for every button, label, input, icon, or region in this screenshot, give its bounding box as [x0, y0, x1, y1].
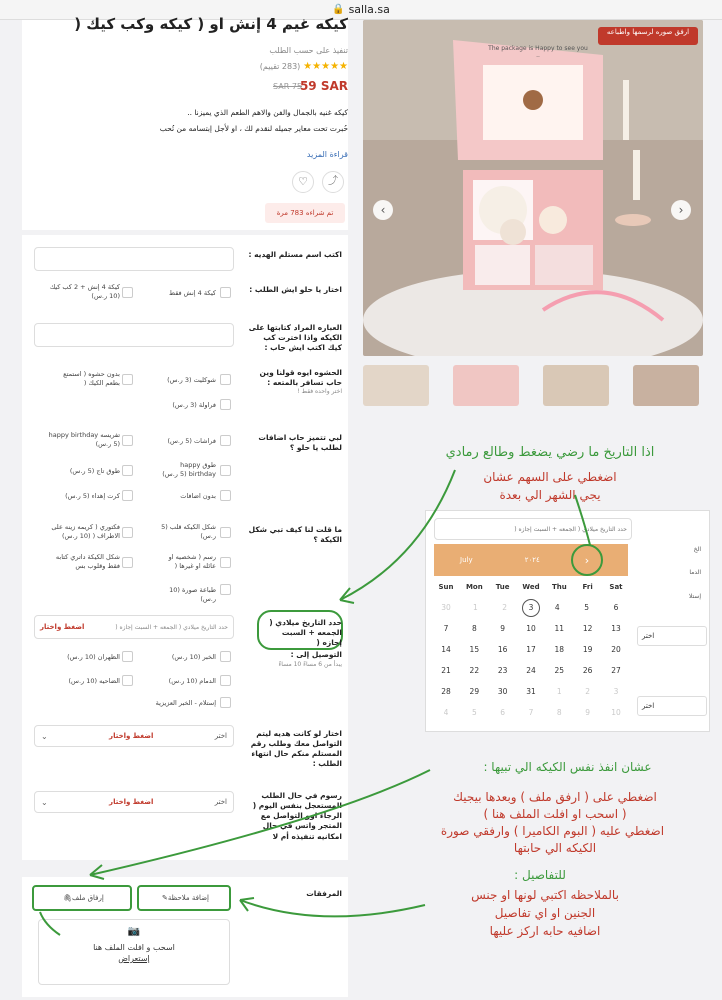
calendar-day[interactable]: 6 — [500, 708, 506, 717]
note-details-title: للتفاصيل : — [514, 868, 566, 882]
calendar-day[interactable]: 25 — [554, 666, 565, 675]
opt-text: شكل الكيكة داتري كتابه فقط وقلوب بس — [55, 553, 120, 570]
note-details-1: بالملاحظه اكتبي لونها او جنس — [471, 888, 619, 902]
weekday-label: Thu — [551, 582, 567, 591]
note-icon: ✎ — [162, 894, 168, 902]
arrow-to-note — [240, 900, 425, 916]
opt-vintage: فكتوري ( كريمه زينه على الاطراف ( (10 ر.س) — [51, 523, 120, 540]
calendar-day[interactable]: 3 — [613, 687, 619, 696]
note-arrow-line2: يجي الشهر الي بعدة — [499, 488, 601, 502]
label-choose-order: اختار يا حلو ايش الطلب : — [249, 285, 342, 294]
read-more-link[interactable]: قراءة المزيد — [306, 150, 348, 159]
calendar-day[interactable]: 28 — [441, 687, 451, 696]
opt-cake4: كيكة 4 إنش فقط — [169, 289, 216, 297]
calendar-side-3: إستلا — [688, 593, 701, 600]
camera-icon: 📷 — [127, 926, 141, 937]
opt-card: كرت إهداء (5 ر.س) — [65, 492, 120, 500]
calendar-side-2: الدما — [689, 569, 701, 576]
calendar-day[interactable]: 16 — [497, 645, 508, 654]
add-note-label: إضافة ملاحظة — [167, 894, 209, 902]
next-image-button[interactable]: › — [678, 203, 684, 217]
calendar-day[interactable]: 6 — [613, 603, 619, 612]
product-subtitle: تنفيذ على حسب الطلب — [269, 46, 348, 55]
calendar-side-1: الخ — [693, 546, 701, 553]
calendar-day[interactable]: 9 — [500, 624, 506, 633]
calendar-day[interactable]: 12 — [582, 624, 593, 633]
calendar-day[interactable]: 14 — [441, 645, 451, 654]
note-attach-1: اضغطي على ( ارفق ملف ) وبعدها بيجيك — [453, 790, 657, 804]
calendar-day[interactable]: 19 — [582, 645, 593, 654]
browse-link[interactable]: إستعراض — [118, 954, 150, 963]
calendar-placeholder: حدد التاريخ ميلادي ( الجمعه + السبت إجازه ( — [514, 525, 627, 533]
note-date-gray: اذا التاريخ ما رضي يضغط وطالع رمادي — [445, 445, 655, 460]
chevron-down-icon: ⌄ — [41, 731, 48, 741]
chevron-down-icon: ⌄ — [41, 797, 48, 807]
drop-text: اسحب و افلت الملف هنا — [93, 943, 175, 952]
calendar-day[interactable]: 23 — [497, 666, 508, 675]
arrow-to-attach — [90, 770, 430, 875]
arrow-to-next — [575, 495, 590, 545]
calendar-day[interactable]: 24 — [526, 666, 536, 675]
calendar-month[interactable]: July — [460, 556, 473, 564]
date-placeholder: حدد التاريخ ميلادي ( الجمعه + السبت إجازه ( — [115, 623, 228, 631]
calendar-day[interactable]: 8 — [471, 624, 477, 633]
choose-text-2: اختر — [642, 702, 655, 710]
calendar-day[interactable]: 21 — [441, 666, 451, 675]
opt-heart: شكل الكيكه قلب (5 ر.س) — [161, 523, 216, 540]
calendar-day[interactable]: 7 — [528, 708, 534, 717]
calendar-day[interactable]: 31 — [526, 687, 536, 696]
calendar-day[interactable]: 9 — [585, 708, 591, 717]
calendar-year[interactable]: ٢٠٢٤ — [524, 556, 540, 564]
opt-print: طباعة صورة (10 ر.س) — [169, 586, 216, 603]
label-urgent: رسوم في حال الطلب المستعجل بنفس اليوم ( الرجاء اوو التواصل مع المتجر واتس في حال امكانيه تنفيذه أم لا — [252, 791, 342, 841]
opt-butter: فراشات (5 ر.س) — [167, 437, 216, 445]
opt-draw: رسم ( شخصيه او عائله او غيرها ( — [168, 553, 216, 570]
share-icon[interactable]: ⤴ — [322, 171, 344, 193]
attach-file-label: إرفاق ملف — [72, 894, 104, 902]
weekday-label: Sat — [609, 582, 623, 591]
old-price: SAR 75 — [273, 82, 302, 91]
date-press-choose[interactable]: اضغط واختار — [40, 623, 85, 631]
label-extras: لبي تتميز حاب اضافات لطلب يا حلو ؟ — [258, 433, 342, 453]
opt-cake4-cup: كيكة 4 إنش + 2 كب كيك (10 ر.س) — [49, 283, 120, 300]
arrow-to-dropzone — [40, 912, 60, 935]
rating-count: (283 تقييم) — [259, 62, 301, 71]
weekday-label: Tue — [495, 582, 510, 591]
label-recipient: اكتب اسم مستلم الهديه : — [248, 250, 342, 259]
lock-icon: 🔒 — [332, 4, 345, 15]
calendar-day[interactable]: 29 — [469, 687, 480, 696]
weekday-label: Sun — [438, 582, 454, 591]
opt-dammam: الدمام (10 ر.س) — [168, 677, 216, 685]
label-filling: الحشوه ايوه قولنا وين حاب تسافر بالمتعه : — [259, 368, 342, 388]
opt-khobar: الخبر (10 ر.س) — [171, 653, 216, 661]
calendar-day[interactable]: 1 — [472, 603, 478, 612]
urgent-choose: اختر — [214, 798, 227, 806]
calendar-day[interactable]: 3 — [522, 599, 540, 617]
calendar-day[interactable]: 8 — [556, 708, 562, 717]
calendar-day[interactable]: 30 — [441, 603, 451, 612]
label-phrase: العباره المراد كتابتها على الكيكه واذا اخترت كب كيك اكتب ايش حاب : — [248, 323, 342, 353]
product-desc-line1: كيكه غنيه بالجمال والفن والاهم الطعم الذي يميزنا .. — [187, 108, 348, 117]
label-gift: اختار لو كانت هديه ليتم التواصل معك وطلب رقم المستلم منكم حال انتهاء الطلب : — [250, 729, 342, 769]
box-text: The package is Happy to see you .. — [488, 45, 588, 59]
note-attach-4: الكيكه الي حابتها — [513, 841, 597, 855]
delivery-hint: يبدأ من 6 مساءً 10 مساءً — [278, 661, 342, 668]
product-desc-line2: حُبرت تحت معاير جميله لنقدم لك ، او لأجل إبتسامه من تُحب — [159, 124, 348, 133]
calendar-day[interactable]: 7 — [443, 624, 449, 633]
calendar-day[interactable]: 18 — [554, 645, 565, 654]
calendar-day[interactable]: 5 — [471, 708, 477, 717]
calendar-day[interactable]: 13 — [611, 624, 621, 633]
opt-choco: شوكليت (3 ر.س) — [167, 376, 216, 384]
urgent-press-choose: اضغط واختار — [109, 798, 154, 806]
note-arrow-line1: اضغطي على السهم عشان — [483, 470, 617, 484]
opt-dhahran: الظهران (10 ر.س) — [67, 653, 120, 661]
star-icon: ★★★★★ — [303, 61, 348, 72]
note-details-3: اضافيه حابه اركز عليها — [489, 924, 601, 938]
hero-badge: ارفق صوره لرسمها واطباعه — [606, 28, 690, 36]
label-date: حدد التاريخ ميلادي ( الجمعه + السبت إجازه ( — [269, 618, 342, 648]
paperclip-icon: 🖇 — [63, 894, 73, 902]
calendar-day[interactable]: 27 — [611, 666, 621, 675]
opt-hb-topper: تفريسه happy birthday (5 ر.س) — [48, 431, 120, 448]
price: 59 SAR — [299, 79, 348, 93]
opt-straw: فراولة (3 ر.س) — [172, 401, 216, 409]
url-text: salla.sa — [348, 3, 390, 16]
opt-noextra: بدون اضافات — [180, 492, 216, 500]
prev-image-button[interactable]: ‹ — [380, 203, 386, 217]
note-same-cake: عشان انفذ نفس الكيكه الي تبيها : — [483, 760, 652, 774]
note-attach-2: ( اسحب او افلت الملف هنا ) — [483, 807, 627, 821]
calendar-day[interactable]: 20 — [611, 645, 621, 654]
weekday-label: Mon — [465, 582, 483, 591]
calendar-day[interactable]: 15 — [469, 645, 480, 654]
opt-nofill: بدون حشوه ( استمتع بطعم الكيك ( — [63, 370, 120, 387]
opt-hb-ring: طوق happy birthday (5 ر.س) — [162, 461, 216, 478]
filling-hint: اختر واحده فقط ! — [297, 388, 342, 395]
calendar-day[interactable]: 5 — [584, 603, 590, 612]
gift-press-choose: اضغط واختار — [109, 732, 154, 740]
note-details-2: الجنين او اي تفاصيل — [494, 906, 596, 920]
calendar-day[interactable]: 2 — [502, 603, 508, 612]
label-shape: ما قلت لنا كيف تبي شكل الكيكة ؟ — [248, 525, 342, 545]
weekday-label: Wed — [522, 582, 540, 591]
weekday-label: Fri — [582, 582, 593, 591]
calendar-day[interactable]: 11 — [554, 624, 565, 633]
calendar-day[interactable]: 10 — [611, 708, 621, 717]
calendar-day[interactable]: 4 — [443, 708, 449, 717]
calendar-day[interactable]: 4 — [554, 603, 560, 612]
calendar-day[interactable]: 30 — [497, 687, 508, 696]
label-delivery: التوصيل إلى : — [290, 650, 342, 659]
calendar-day[interactable]: 17 — [526, 645, 536, 654]
calendar-day[interactable]: 22 — [469, 666, 480, 675]
choose-text-1: اختر — [642, 632, 655, 640]
gift-choose: اختر — [214, 732, 227, 740]
attachments-title: المرفقات — [306, 889, 342, 898]
calendar-day[interactable]: 2 — [585, 687, 591, 696]
purchases-text: تم شراءه 783 مرة — [276, 209, 334, 217]
product-title: كيكه غيم 4 إنش او ( كيكه وكب كيك ( — [74, 15, 348, 33]
calendar-day[interactable]: 10 — [526, 624, 536, 633]
opt-pickup: إستلام - الخبر العزيزية — [155, 699, 216, 707]
chevron-right-icon: › — [584, 553, 590, 567]
note-attach-3: اضغطي عليه ( البوم الكاميرا ) وارفقي صورة — [440, 824, 665, 838]
opt-crown: طوق تاج (5 ر.س) — [69, 467, 120, 475]
heart-icon[interactable]: ♡ — [292, 171, 314, 193]
calendar-day[interactable]: 1 — [556, 687, 562, 696]
calendar-day[interactable]: 26 — [582, 666, 593, 675]
opt-dhahia: الضاحيه (10 ر.س) — [68, 677, 120, 685]
arrow-to-date — [340, 470, 455, 600]
